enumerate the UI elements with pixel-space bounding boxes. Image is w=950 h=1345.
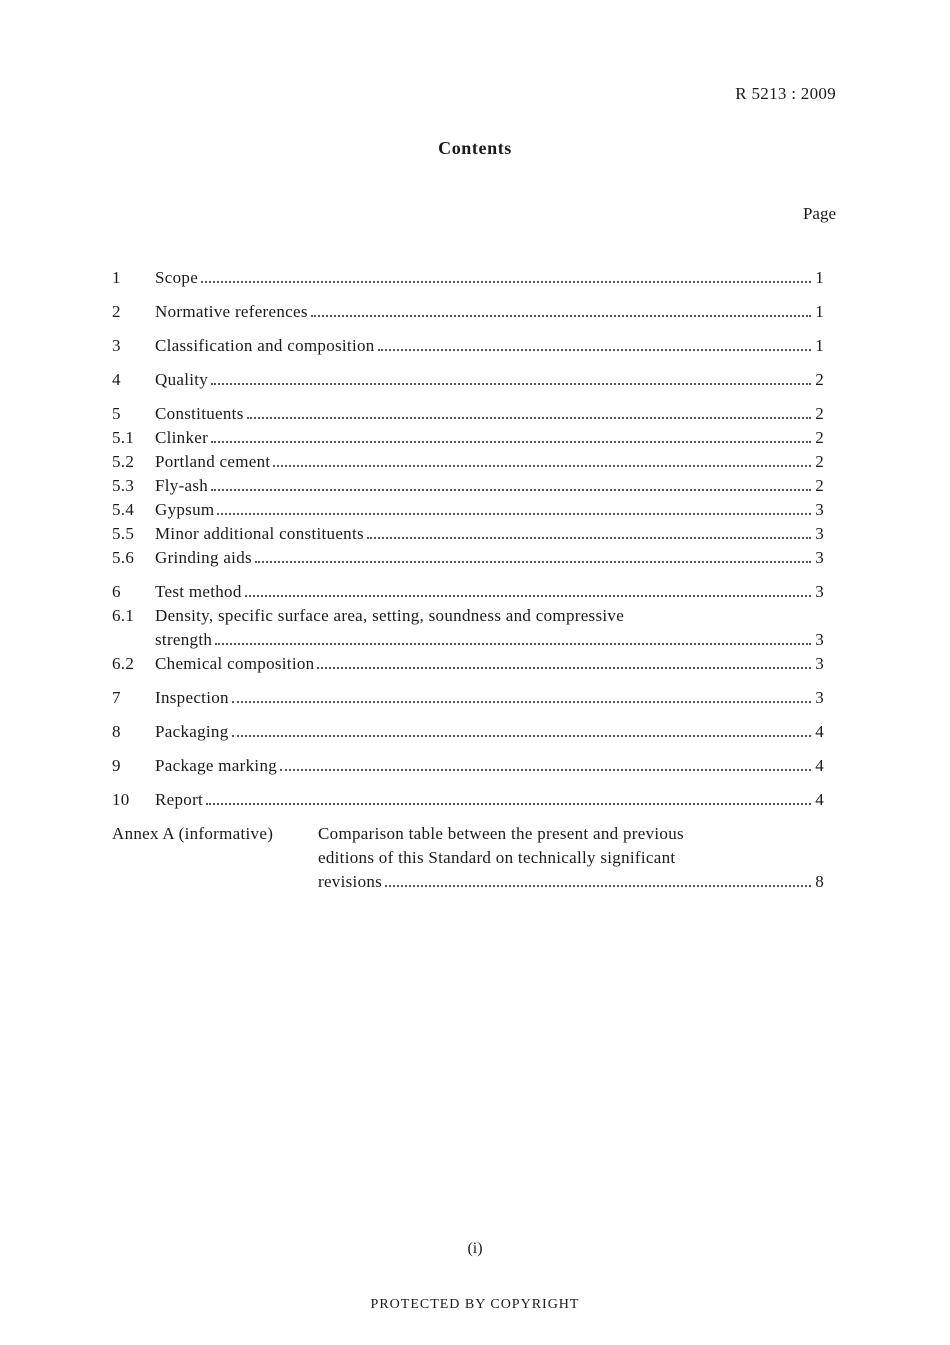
dot-leader xyxy=(280,769,811,771)
dot-leader xyxy=(247,417,811,419)
toc-label: Normative references xyxy=(155,302,308,321)
dot-leader xyxy=(201,281,811,283)
toc-entry-5-6[interactable] xyxy=(112,546,824,570)
toc-number: 3 xyxy=(112,336,121,355)
annex-title-line2: editions of this Standard on technically significant xyxy=(318,848,676,867)
toc-entry-5-5[interactable] xyxy=(112,522,824,546)
toc-entry-7[interactable] xyxy=(112,686,824,710)
toc-page: 1 xyxy=(815,336,824,355)
toc-label: Gypsum xyxy=(155,500,215,519)
toc-number: 2 xyxy=(112,302,121,321)
toc-label: Test method xyxy=(155,582,242,601)
toc-entry-annex-a[interactable] xyxy=(112,822,824,894)
dot-leader xyxy=(245,595,811,597)
dot-leader xyxy=(211,383,811,385)
toc-page: 3 xyxy=(815,654,824,673)
toc-number: 5.5 xyxy=(112,524,135,543)
toc-entry-2[interactable] xyxy=(112,300,824,324)
toc-label: Classification and composition xyxy=(155,336,375,355)
toc-number: 4 xyxy=(112,370,121,389)
toc-label: Clinker xyxy=(155,428,209,447)
toc-entry-5-2[interactable] xyxy=(112,450,824,474)
dot-leader xyxy=(217,513,811,515)
annex-title-line3: revisions xyxy=(318,872,383,891)
toc-label: Inspection xyxy=(155,688,229,707)
toc-page: 2 xyxy=(815,370,824,389)
dot-leader xyxy=(211,489,811,491)
toc-page: 1 xyxy=(815,268,824,287)
toc-number: 6.1 xyxy=(112,606,135,625)
toc-number: 9 xyxy=(112,756,121,775)
dot-leader xyxy=(206,803,811,805)
dot-leader xyxy=(273,465,811,467)
toc-label: Portland cement xyxy=(155,452,271,471)
toc-page: 2 xyxy=(815,476,824,495)
dot-leader xyxy=(255,561,811,563)
toc-page: 3 xyxy=(815,582,824,601)
toc-page: 2 xyxy=(815,428,824,447)
toc-number: 6.2 xyxy=(112,654,135,673)
toc-label: Packaging xyxy=(155,722,229,741)
toc-number: 5 xyxy=(112,404,121,423)
dot-leader xyxy=(211,441,811,443)
toc-entry-9[interactable] xyxy=(112,754,824,778)
toc-entry-10[interactable] xyxy=(112,788,824,812)
toc-entry-6[interactable] xyxy=(112,580,824,604)
toc-label: Minor additional constituents xyxy=(155,524,364,543)
toc-entry-1[interactable] xyxy=(112,266,824,290)
toc-page: 2 xyxy=(815,452,824,471)
annex-label: Annex A (informative) xyxy=(112,824,274,843)
dot-leader xyxy=(232,735,811,737)
toc-label: Scope xyxy=(155,268,199,287)
toc-page: 1 xyxy=(815,302,824,321)
toc-number: 5.3 xyxy=(112,476,135,495)
dot-leader xyxy=(215,643,811,645)
dot-leader xyxy=(385,885,811,887)
toc-page: 8 xyxy=(815,872,824,891)
toc-label: Chemical composition xyxy=(155,654,315,673)
toc-label: Package marking xyxy=(155,756,278,775)
page-column-header: Page xyxy=(802,204,836,223)
toc-label-line1: Density, specific surface area, setting, soundness and compressive xyxy=(155,606,625,625)
toc-page: 4 xyxy=(815,756,824,775)
document-id: R 5213 : 2009 xyxy=(735,84,836,103)
toc-entry-4[interactable] xyxy=(112,368,824,392)
toc-entry-5-4[interactable] xyxy=(112,498,824,522)
page-number: (i) xyxy=(467,1240,483,1257)
toc-label: Quality xyxy=(155,370,209,389)
toc-label: Fly-ash xyxy=(155,476,209,495)
toc-number: 5.1 xyxy=(112,428,135,447)
table-of-contents xyxy=(112,266,824,894)
toc-entry-6-1[interactable] xyxy=(112,604,824,652)
toc-page: 4 xyxy=(815,722,824,741)
toc-label: Grinding aids xyxy=(155,548,252,567)
toc-entry-5-1[interactable] xyxy=(112,426,824,450)
toc-number: 8 xyxy=(112,722,121,741)
toc-number: 1 xyxy=(112,268,121,287)
dot-leader xyxy=(317,667,811,669)
toc-page: 3 xyxy=(815,548,824,567)
toc-label: Report xyxy=(155,790,204,809)
toc-entry-8[interactable] xyxy=(112,720,824,744)
toc-label: strength xyxy=(155,630,213,649)
dot-leader xyxy=(367,537,811,539)
toc-entry-6-2[interactable] xyxy=(112,652,824,676)
toc-number: 5.6 xyxy=(112,548,135,567)
toc-label: Constituents xyxy=(155,404,244,423)
toc-page: 3 xyxy=(815,688,824,707)
toc-page: 3 xyxy=(815,500,824,519)
dot-leader xyxy=(232,701,811,703)
dot-leader xyxy=(311,315,811,317)
toc-page: 3 xyxy=(815,630,824,649)
toc-page: 3 xyxy=(815,524,824,543)
toc-number: 5.4 xyxy=(112,500,135,519)
toc-entry-5-3[interactable] xyxy=(112,474,824,498)
toc-page: 2 xyxy=(815,404,824,423)
copyright-notice: PROTECTED BY COPYRIGHT xyxy=(370,1297,580,1312)
dot-leader xyxy=(378,349,811,351)
toc-number: 6 xyxy=(112,582,121,601)
toc-entry-5[interactable] xyxy=(112,402,824,426)
annex-title-line1: Comparison table between the present and previous xyxy=(318,824,684,843)
toc-number: 7 xyxy=(112,688,121,707)
toc-number: 5.2 xyxy=(112,452,135,471)
toc-number: 10 xyxy=(112,790,130,809)
toc-page: 4 xyxy=(815,790,824,809)
toc-entry-3[interactable] xyxy=(112,334,824,358)
page-title: Contents xyxy=(438,138,512,158)
